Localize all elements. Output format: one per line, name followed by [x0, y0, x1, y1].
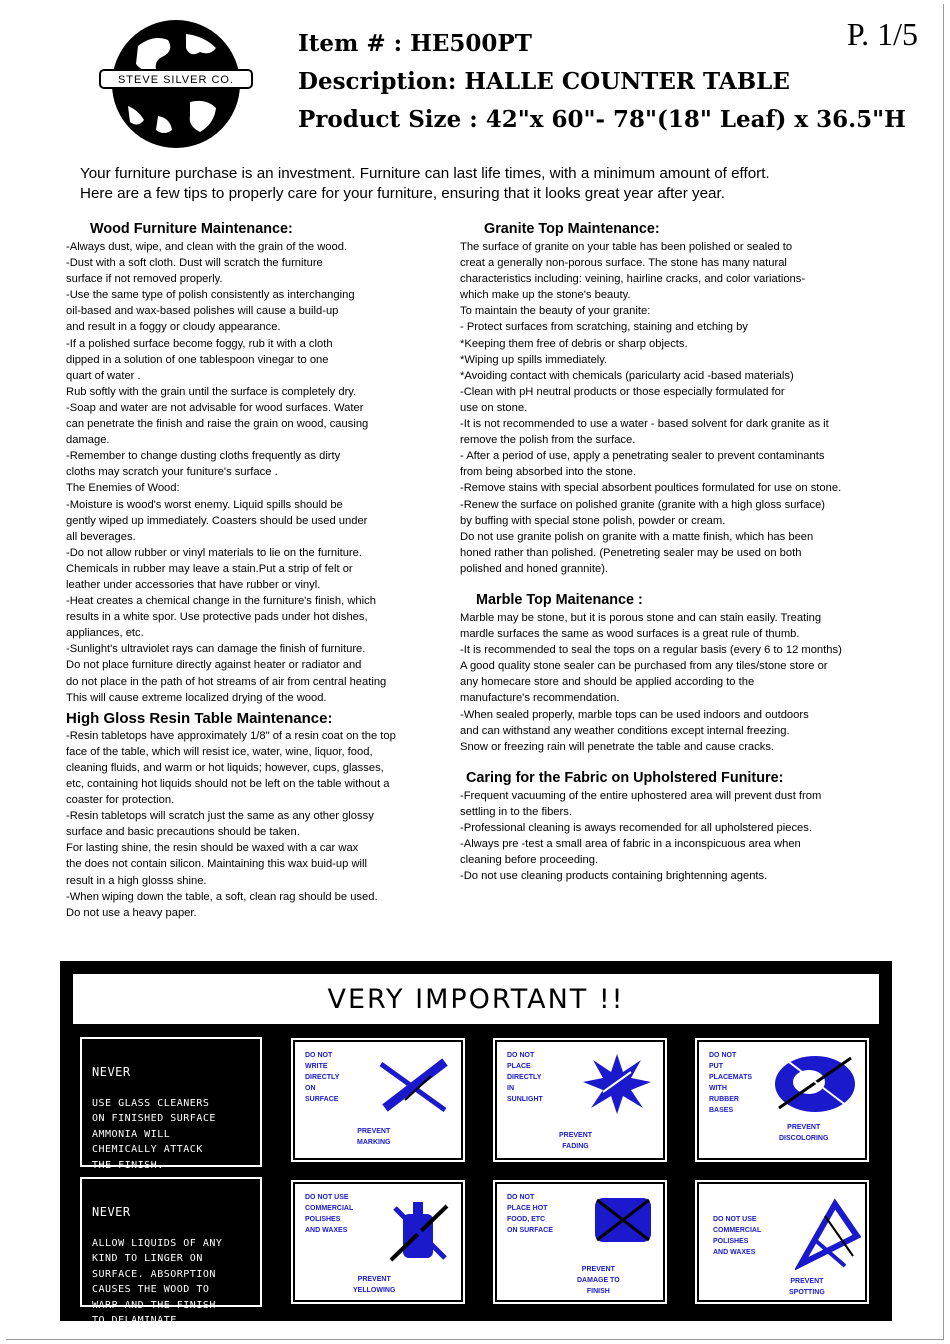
- description: Description: HALLE COUNTER TABLE: [298, 68, 790, 95]
- left-column: [66, 220, 460, 921]
- polish-can-icon: [387, 1198, 453, 1268]
- logo-text: STEVE SILVER CO.: [117, 74, 235, 86]
- card-prevent: PREVENT YELLOWING: [353, 1276, 396, 1294]
- hot-pot-icon: [587, 1192, 659, 1246]
- card-instruction: DO NOT USE COMMERCIAL POLISHES AND WAXES: [713, 1216, 762, 1256]
- card-instruction: DO NOT PUT PLACEMATS WITH RUBBER BASES: [709, 1052, 753, 1114]
- right-column: [460, 220, 916, 884]
- card-prevent: PREVENT DAMAGE TO FINISH: [577, 1266, 620, 1295]
- marble-body: Marble may be stone, but it is porous stone and can stain easily. Treating mardle surfaces the same as wood surfaces is a great rule of thumb. -It is recommended to seal the tops on a regular basis (every 6 to 12 months) A good quality stone sealer can be purchased from any tiles/stone store or any homecare store and should be applied according to the manufacture's recommendation. -When sealed properly, marble tops can be used indoors and outdoors and can withstand any weather conditions except internal freezing. Snow or freezing rain will penetrate the table and cause cracks.: [460, 611, 842, 753]
- product-size: Product Size : 42"x 60"- 78"(18" Leaf) x 36.5"H: [298, 106, 906, 133]
- warning-body: ALLOW LIQUIDS OF ANY KIND TO LINGER ON SURFACE. ABSORPTION CAUSES THE WOOD TO WARP AND THE FINISH TO DELAMINATE.: [92, 1237, 223, 1326]
- fabric-heading: Caring for the Fabric on Upholstered Funiture:: [466, 769, 784, 786]
- warning-title: NEVER: [92, 1204, 131, 1219]
- globe-logo-icon: [98, 16, 254, 152]
- card-no-hot-food: [490, 1177, 670, 1307]
- card-no-rubber-placemats: [692, 1035, 872, 1165]
- card-instruction: DO NOT PLACE DIRECTLY IN SUNLIGHT: [507, 1052, 543, 1103]
- marble-heading: Marble Top Maitenance :: [476, 591, 643, 608]
- card-no-waxes: [692, 1177, 872, 1307]
- resin-body: -Resin tabletops have approximately 1/8" of a resin coat on the top face of the table, which will resist ice, water, wine, liquor, food, cleaning fluids, and warm or hot liquids; however, cups, glasses, etc, containing hot liquids should not be left on the table without a coaster for protection. -Resin tabletops will scratch just the same as any other glossy surface and basic precautions should be taken. For lasting shine, the resin should be waxed with a car wax the does not contain silicon. Maintaining this wax buid-up will result in a high glosss shine. -When wiping down the table, a soft, clean rag should be used. Do not use a heavy paper.: [66, 729, 396, 919]
- card-prevent: PREVENT MARKING: [357, 1128, 391, 1146]
- card-prevent: PREVENT DISCOLORING: [779, 1124, 829, 1142]
- warning-liquids: [80, 1177, 262, 1326]
- card-no-commercial-polish: [288, 1177, 468, 1307]
- resin-heading: High Gloss Resin Table Maintenance:: [66, 709, 333, 727]
- spray-icon: [795, 1196, 863, 1270]
- item-number: Item # : HE500PT: [298, 30, 532, 57]
- granite-body: The surface of granite on your table has been polished or sealed to creat a generally non-porous surface. The stone has many natural characteristics including: veining, hairline cracks, and color variations- which make up the stone's beauty. To maintain the beauty of your granite: - Protect surfaces from scratching, staining and etching by *Keeping them free of debris or sharp objects. *Wiping up spills immediately. *Avoiding contact with chemicals (paricularty acid -based materials) -Clean with pH neutral products or those especially formulated for use on stone. -It is not recommended to use a water - based solvent for dark granite as it remove the polish from the surface. - After a period of use, apply a penetrating sealer to prevent contaminants from being absorbed into the stone. -Remove stains with special absorbent poultices formulated for use on stone. -Renew the surface on polished granite (granite with a high gloss surface) by buffing with special stone polish, powder or cream. Do not use granite polish on granite with a matte finish, which has been honed rather than polished. (Penetreting sealer may be used on both polished and honed grannite).: [460, 241, 842, 575]
- warning-title: NEVER: [92, 1064, 131, 1079]
- warning-body: USE GLASS CLEANERS ON FINISHED SURFACE AMMONIA WILL CHEMICALLY ATTACK THE FINISH.: [92, 1097, 216, 1171]
- card-no-writing: [288, 1035, 468, 1165]
- sun-icon: [581, 1052, 653, 1116]
- card-no-sunlight: [490, 1035, 670, 1165]
- granite-heading: Granite Top Maintenance:: [484, 221, 660, 237]
- intro-text: Your furniture purchase is an investment. Furniture can last life times, with a minimum amount of effort. Here are a few tips to properly care for your furniture, ensuring that it looks great year after year.: [80, 165, 770, 202]
- warning-glass-cleaners: [80, 1037, 262, 1171]
- wood-heading: Wood Furniture Maintenance:: [90, 221, 293, 237]
- placemat-icon: [769, 1048, 861, 1118]
- card-prevent: PREVENT FADING: [559, 1132, 593, 1150]
- page-number: P. 1/5: [846, 16, 918, 52]
- wood-body: -Always dust, wipe, and clean with the grain of the wood. -Dust with a soft cloth. Dust will scratch the furniture surface if not removed properly. -Use the same type of polish consistently as interchanging oil-based and wax-based polishes will cause a build-up and result in a foggy or cloudy appearance. -If a polished surface become foggy, rub it with a cloth dipped in a solution of one tablespoon vinegar to one quart of water . Rub softly with the grain until the surface is completely dry. -Soap and water are not advisable for wood surfaces. Water can penetrate the finish and raise the grain on wood, causing damage. -Remember to change dusting cloths frequently as dirty cloths may scratch your funiture's surface . The Enemies of Wood: -Moisture is wood's worst enemy. Liquid spills should be gently wiped up immediately. Coasters should be used under all beverages. -Do not allow rubber or vinyl materials to lie on the furniture. Chemicals in rubber may leave a stain.Put a strip of felt or leather under accessories that have rubber or vinyl. -Heat creates a chemical change in the furniture's finish, which results in a white spor. Use protective pads under hot dishes, appliances, etc. -Sunlight's ultraviolet rays can damage the finish of furniture. Do not place furniture directly against heater or radiator and do not place in the path of hot streams of air from central heating This will cause extreme localized drying of the wood.: [66, 241, 387, 704]
- important-box: [60, 961, 892, 1326]
- important-banner: VERY IMPORTANT !!: [72, 973, 880, 1025]
- fabric-body: -Frequent vacuuming of the entire uphostered area will prevent dust from settling in to the fibers. -Professional cleaning is aways recomended for all upholstered pieces. -Always pre -test a small area of fabric in a inconspicuous area when cleaning before proceeding. -Do not use cleaning products containing brightenning agents.: [460, 789, 822, 883]
- card-instruction: DO NOT USE COMMERCIAL POLISHES AND WAXES: [305, 1194, 354, 1234]
- card-prevent: PREVENT SPOTTING: [789, 1278, 825, 1296]
- pen-on-surface-icon: [375, 1054, 455, 1118]
- card-instruction: DO NOT PLACE HOT FOOD, ETC ON SURFACE: [507, 1194, 553, 1234]
- card-instruction: DO NOT WRITE DIRECTLY ON SURFACE: [305, 1052, 340, 1103]
